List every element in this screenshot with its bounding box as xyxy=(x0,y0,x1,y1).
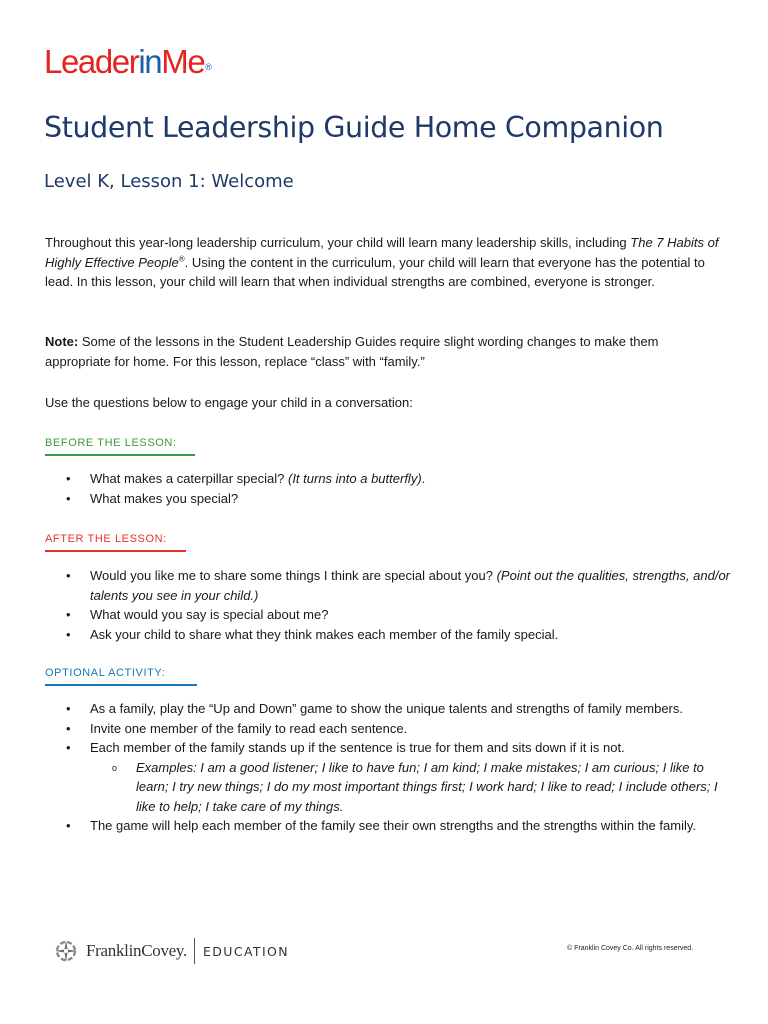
before-lesson-list xyxy=(45,469,735,508)
after-lesson-list xyxy=(45,566,735,644)
footer-divider xyxy=(194,938,195,964)
page-title: Student Leadership Guide Home Companion xyxy=(44,111,664,144)
note-paragraph xyxy=(45,332,725,371)
list-item: • Each member of the family stands up if the sentence is true for them and sits down if it is not. o Examples: I am a good listener; I like to have fun; I am kind; I make mistakes; I am curious; I like to learn; I try new things; I do my most important things first; I work hard; I like to read; I include others; I like to help; I take care of my things. xyxy=(45,738,735,816)
franklin-covey-wordmark: FranklinCovey. xyxy=(86,941,187,960)
list-item: • What makes you special? xyxy=(45,489,735,509)
compass-icon xyxy=(54,939,78,963)
before-lesson-heading: BEFORE THE LESSON: xyxy=(45,437,195,456)
optional-activity-heading: OPTIONAL ACTIVITY: xyxy=(45,667,197,686)
education-wordmark: EDUCATION xyxy=(202,943,290,959)
list-item: • Invite one member of the family to read each sentence. xyxy=(45,719,735,739)
note-label: Note: xyxy=(45,334,79,349)
intro-registered-mark: ® xyxy=(178,254,185,264)
list-item: • As a family, play the “Up and Down” game to show the unique talents and strengths of family members. xyxy=(45,699,735,719)
intro-text-2: . Using the content in the curriculum, your child will learn that everyone has the potential to lead. In this lesson, your child will learn that when individual strengths are combined, everyone is stronger. xyxy=(45,254,705,289)
copyright-text: © Franklin Covey Co. All rights reserved. xyxy=(567,945,694,952)
franklin-covey-education-logo xyxy=(54,935,289,967)
note-text: Some of the lessons in the Student Leadership Guides require slight wording changes to make them appropriate for home. For this lesson, replace “class” with “family.” xyxy=(45,334,659,369)
logo-text-me: Me xyxy=(161,43,205,80)
list-item: • Would you like me to share some things I think are special about you? (Point out the qualities, strengths, and/or talents you see in your child.) xyxy=(45,566,735,605)
examples-sublist xyxy=(90,758,735,817)
logo-text-leader: Leader xyxy=(44,43,139,80)
lesson-subtitle: Level K, Lesson 1: Welcome xyxy=(44,171,294,192)
examples-item: o Examples: I am a good listener; I like to have fun; I am kind; I make mistakes; I am curious; I like to learn; I try new things; I do my most important things first; I work hard; I like to read; I include others; I like to help; I take care of my things. xyxy=(90,758,735,817)
list-item: • What makes a caterpillar special? (It turns into a butterfly). xyxy=(45,469,735,489)
use-questions-paragraph: Use the questions below to engage your child in a conversation: xyxy=(45,395,413,410)
leader-in-me-logo xyxy=(44,42,212,82)
intro-book-title: The 7 Habits of Highly Effective People xyxy=(45,235,719,270)
logo-text-in: in xyxy=(138,43,162,80)
optional-activity-list xyxy=(45,699,735,836)
list-item: • What would you say is special about me? xyxy=(45,605,735,625)
logo-registered-mark: ® xyxy=(205,62,212,72)
after-lesson-heading: AFTER THE LESSON: xyxy=(45,533,186,552)
list-item: • The game will help each member of the family see their own strengths and the strengths within the family. xyxy=(45,816,735,836)
intro-text-1: Throughout this year-long leadership curriculum, your child will learn many leadership skills, including xyxy=(45,235,631,250)
list-item: • Ask your child to share what they think makes each member of the family special. xyxy=(45,625,735,645)
intro-paragraph xyxy=(45,233,725,292)
